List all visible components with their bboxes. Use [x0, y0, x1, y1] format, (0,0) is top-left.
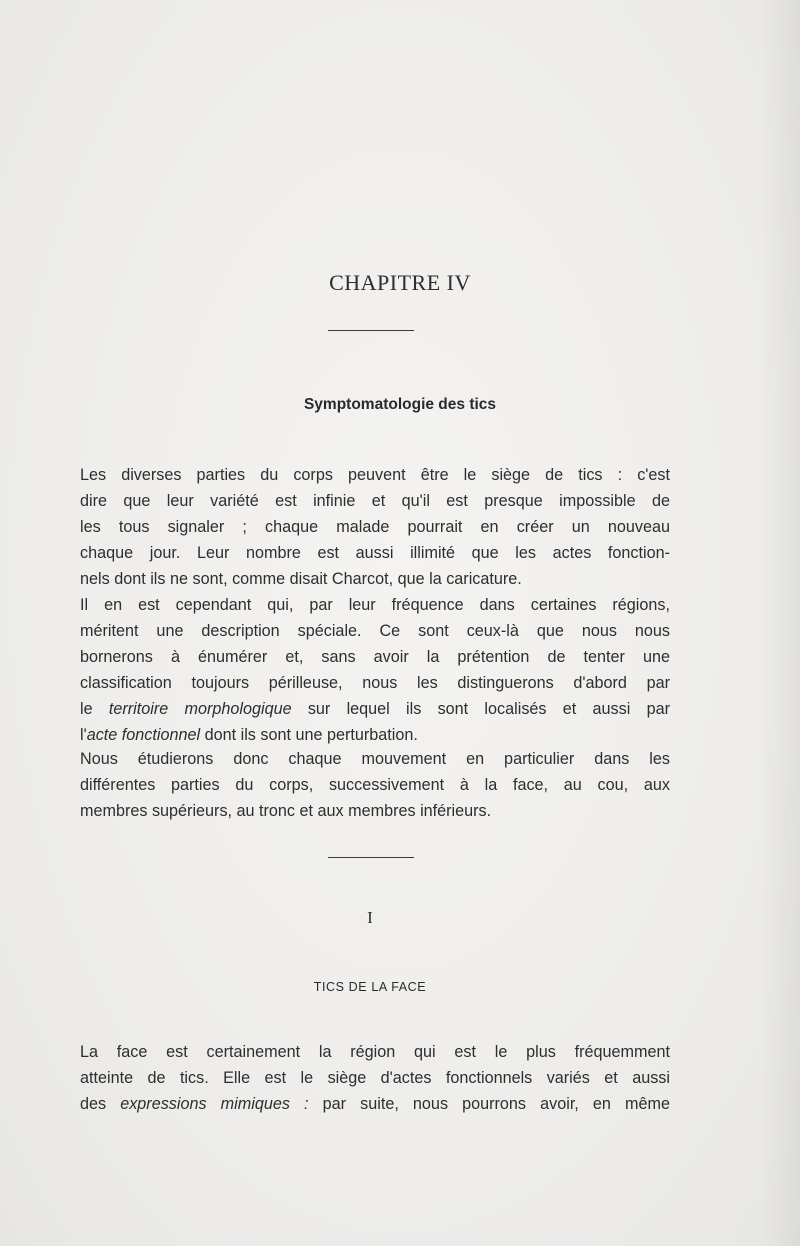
text-line: méritent une description spéciale. Ce sont ceux-là que nous nous	[80, 621, 670, 640]
page-edge-shadow	[760, 0, 800, 1246]
paragraph-4	[80, 1040, 670, 1118]
text-fragment: des	[80, 1094, 121, 1113]
text-line: atteinte de tics. Elle est le siège d'actes fonctionnels variés et aussi	[80, 1068, 670, 1087]
text-fragment: sur lequel ils sont localisés et aussi par	[291, 699, 670, 718]
divider-rule-top	[328, 330, 414, 331]
text-line: Les diverses parties du corps peuvent être le siège de tics : c'est	[80, 466, 670, 484]
section-heading: Symptomatologie des tics	[303, 396, 497, 413]
paragraph-3	[80, 747, 670, 825]
text-line: les tous signaler ; chaque malade pourrait en créer un nouveau	[80, 517, 670, 536]
paragraph-2	[80, 593, 670, 748]
emphasis-text: expressions mimiques :	[120, 1094, 309, 1113]
text-line	[80, 723, 670, 749]
text-line: La face est certainement la région qui est le plus fréquemment	[80, 1043, 670, 1061]
text-line: classification toujours périlleuse, nous les distinguerons d'abord par	[80, 673, 670, 692]
text-line: bornerons à énumérer et, sans avoir la prétention de tenter une	[80, 647, 670, 666]
chapter-title: CHAPITRE IV	[329, 270, 471, 295]
text-fragment: par suite, nous pourrons avoir, en même	[308, 1094, 670, 1113]
text-line: Il en est cependant qui, par leur fréquence dans certaines régions,	[80, 596, 670, 614]
text-line: nels dont ils ne sont, comme disait Charcot, que la caricature.	[80, 569, 522, 588]
text-line: Nous étudierons donc chaque mouvement en particulier dans les	[80, 750, 670, 768]
section-numeral: I	[367, 908, 373, 927]
emphasis-text: acte fonctionnel	[86, 725, 201, 744]
divider-rule-bottom	[328, 857, 414, 858]
text-fragment: le	[80, 699, 109, 718]
paragraph-1	[80, 463, 670, 593]
text-line	[80, 1092, 670, 1118]
text-line: différentes parties du corps, successivement à la face, au cou, aux	[80, 775, 670, 794]
text-line: chaque jour. Leur nombre est aussi illimité que les actes fonction-	[80, 543, 670, 562]
subsection-heading: TICS DE LA FACE	[313, 980, 427, 994]
text-line: membres supérieurs, au tronc et aux membres inférieurs.	[80, 801, 492, 820]
text-fragment: l'	[80, 725, 87, 744]
text-fragment: dont ils sont une perturbation.	[200, 725, 418, 744]
text-line: dire que leur variété est infinie et qu'il est presque impossible de	[80, 491, 670, 510]
text-line	[80, 697, 670, 723]
emphasis-text: territoire morphologique	[108, 699, 292, 718]
